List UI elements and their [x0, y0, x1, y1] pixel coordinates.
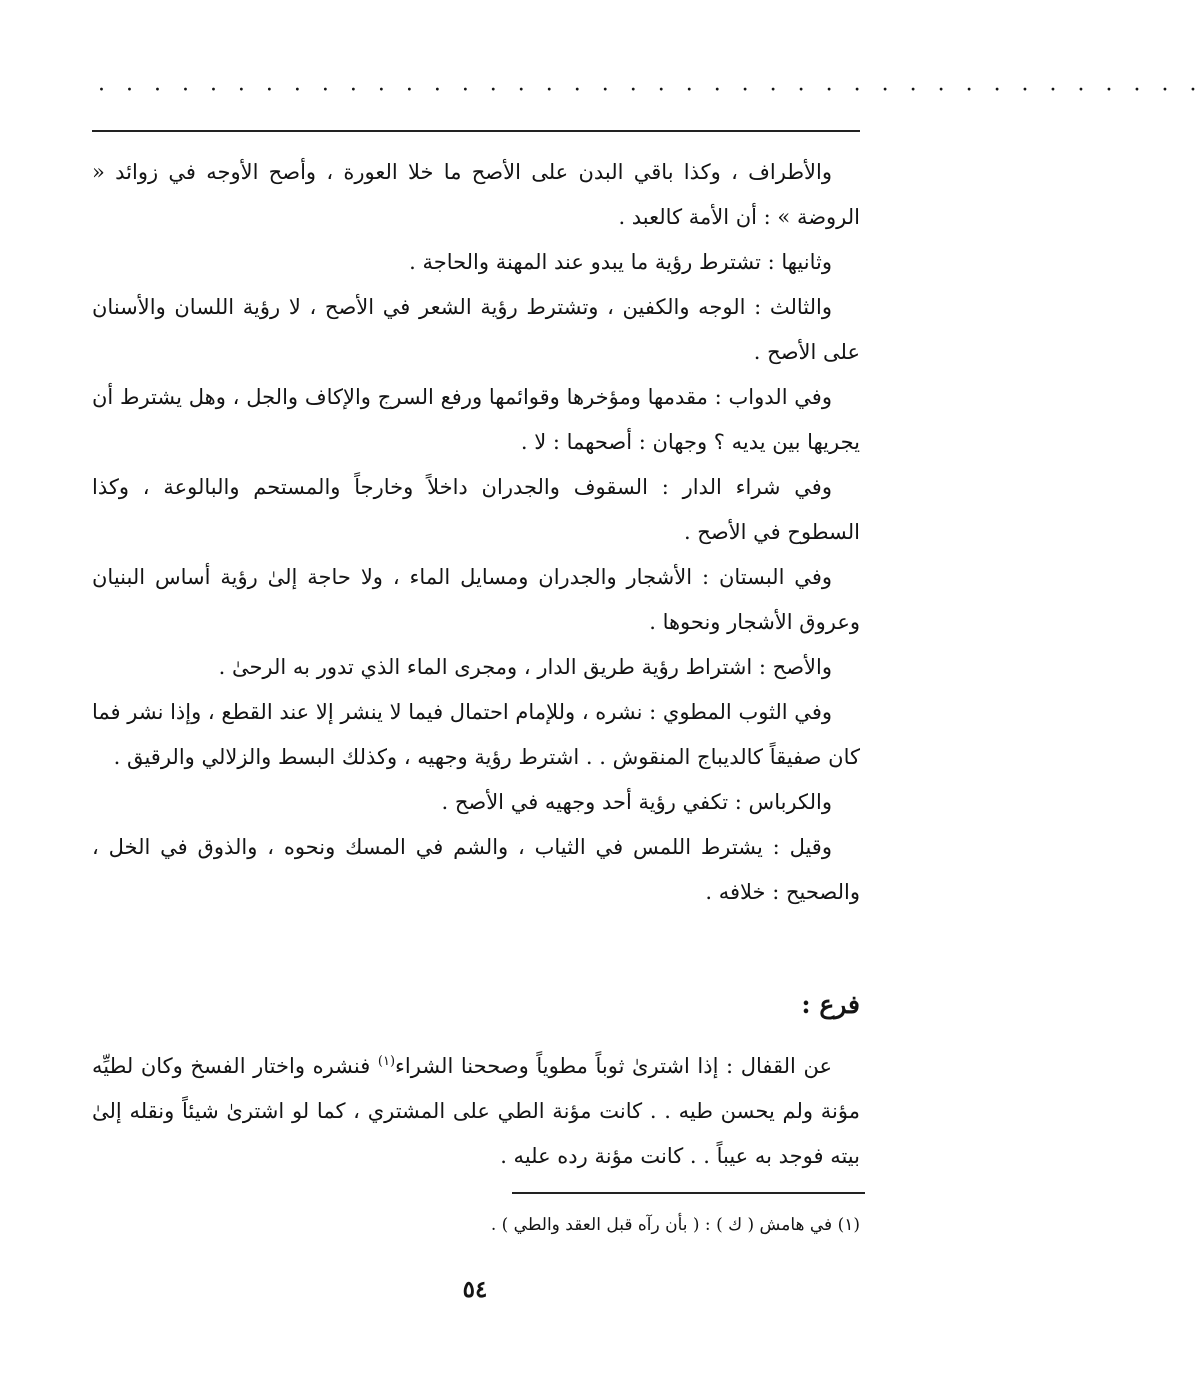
paragraph: والثالث : الوجه والكفين ، وتشترط رؤية الشعر في الأصح ، لا رؤية اللسان والأسنان على الأصح . — [92, 295, 860, 364]
page-number: ٥٤ — [462, 1276, 488, 1303]
paragraph: وفي الدواب : مقدمها ومؤخرها وقوائمها ورفع السرج والإكاف والجل ، وهل يشترط أن يجريها بين يديه ؟ وجهان : أصحهما : لا . — [92, 385, 860, 454]
footnote-rule — [512, 1192, 865, 1194]
section-paragraph — [92, 1044, 860, 1179]
paragraph: وقيل : يشترط اللمس في الثياب ، والشم في المسك ونحوه ، والذوق في الخل ، والصحيح : خلافه . — [92, 835, 860, 904]
main-text — [92, 150, 860, 915]
paragraph: والأطراف ، وكذا باقي البدن على الأصح ما خلا العورة ، وأصح الأوجه في زوائد « الروضة » : أن الأمة كالعبد . — [92, 160, 860, 229]
footnote-reference: (١) — [377, 1054, 396, 1069]
paragraph: وفي شراء الدار : السقوف والجدران داخلاً وخارجاً والمستحم والبالوعة ، وكذا السطوح في الأصح . — [92, 475, 860, 544]
paragraph: وفي البستان : الأشجار والجدران ومسايل الماء ، ولا حاجة إلىٰ رؤية أساس البنيان وعروق الأشجار ونحوها . — [92, 565, 860, 634]
section-heading: فرع : — [801, 990, 860, 1019]
paragraph: وفي الثوب المطوي : نشره ، وللإمام احتمال فيما لا ينشر إلا عند القطع ، وإذا نشر فما كان صفيقاً كالديباج المنقوش . . اشترط رؤية وجهيه ، وكذلك البسط والزلالي والرقيق . — [92, 700, 860, 769]
section-text — [92, 1044, 860, 1179]
header-rule — [92, 130, 860, 132]
paragraph: والأصح : اشتراط رؤية طريق الدار ، ومجرى الماء الذي تدور به الرحىٰ . — [218, 655, 832, 679]
section-text-before-note: عن القفال : إذا اشترىٰ ثوباً مطوياً وصححنا الشراء — [395, 1054, 832, 1078]
paragraph: والكرباس : تكفي رؤية أحد وجهيه في الأصح . — [441, 790, 832, 814]
footnote: (١) في هامش ( ك ) : ( بأن رآه قبل العقد والطي ) . — [490, 1215, 860, 1235]
header-dotted-line: · · · · · · · · · · · · · · · · · · · · · · · · · · · · · · · · · · · · · · · · — [98, 78, 1203, 103]
section-text-after-note: فنشره واختار الفسخ وكان لطيِّه مؤنة ولم يحسن طيه . . كانت مؤنة الطي على المشتري ، كما لو اشترىٰ شيئاً ونقله إلىٰ بيته فوجد به عيباً . . كانت مؤنة رده عليه . — [92, 1054, 860, 1168]
paragraph: وثانيها : تشترط رؤية ما يبدو عند المهنة والحاجة . — [409, 250, 832, 274]
